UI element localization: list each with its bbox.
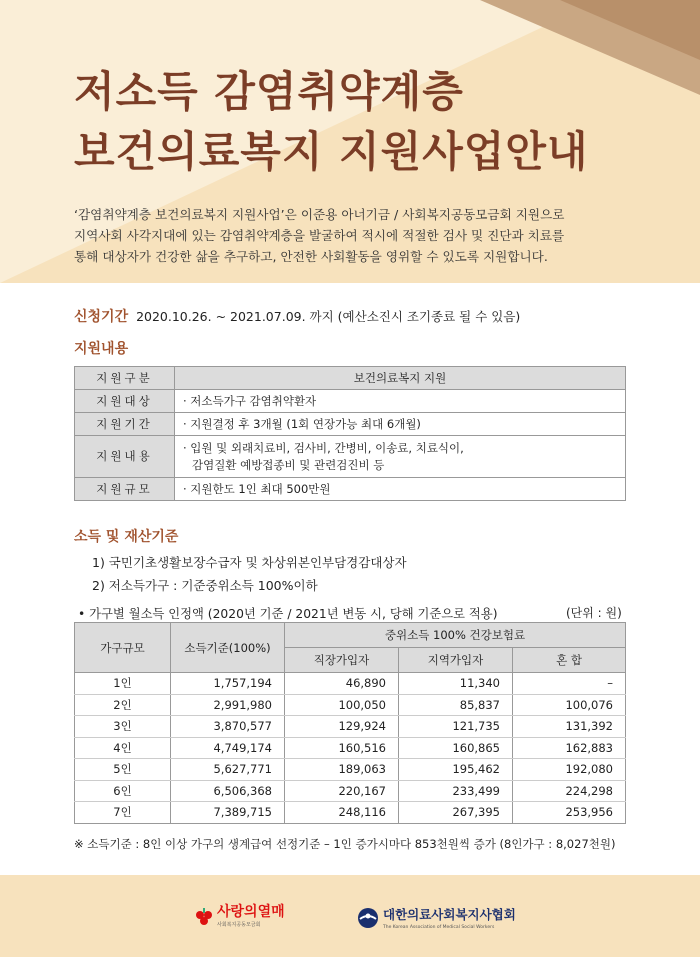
table-header-row	[75, 367, 626, 390]
table-cell: 1인	[75, 673, 171, 695]
row-value: · 지원한도 1인 최대 500만원	[175, 478, 626, 501]
table-row	[75, 436, 626, 478]
intro-text: ‘감염취약계층 보건의료복지 지원사업’은 이준용 아너기금 / 사회복지공동모금회 지원으로 지역사회 사각지대에 있는 감염취약계층을 발굴하여 적시에 적절한 검사 및 진단과 치료를 통해 대상자가 건강한 삶을 추구하고, 안전한 사회활동을 영위할 수 있도록 지원합니다.	[74, 207, 565, 264]
table-cell: 253,956	[513, 802, 626, 824]
table-cell: 6,506,368	[171, 780, 285, 802]
love-fruit-logo: 사랑의열매 사회복지공동모금회	[194, 905, 285, 928]
table-row	[75, 478, 626, 501]
row-key: 지원규모	[75, 478, 175, 501]
table-cell: 248,116	[285, 802, 399, 824]
table-cell: 4인	[75, 737, 171, 759]
header-value: 보건의료복지 지원	[175, 367, 626, 390]
column-header: 혼 합	[513, 648, 626, 673]
unit-label: (단위 : 원)	[566, 606, 622, 620]
table-cell: 131,392	[513, 716, 626, 738]
table-cell: 11,340	[399, 673, 513, 695]
table-cell: 189,063	[285, 759, 399, 781]
row-key: 지원내용	[75, 436, 175, 478]
table-cell: –	[513, 673, 626, 695]
column-header: 지역가입자	[399, 648, 513, 673]
table-cell: 5,627,771	[171, 759, 285, 781]
table-row	[75, 737, 626, 759]
table-cell: 1,757,194	[171, 673, 285, 695]
footer	[0, 875, 700, 957]
globe-icon	[357, 907, 379, 929]
table-cell: 129,924	[285, 716, 399, 738]
column-header: 소득기준(100%)	[171, 623, 285, 673]
table-row	[75, 802, 626, 824]
association-logo: 대한의료사회복지사협회 The Korean Association of Medical Social Workers	[357, 905, 516, 930]
table-cell: 233,499	[399, 780, 513, 802]
table-cell: 46,890	[285, 673, 399, 695]
column-header: 직장가입자	[285, 648, 399, 673]
income-heading: 소득 및 재산기준	[74, 529, 179, 545]
fruit-icon	[194, 907, 214, 927]
table-cell: 121,735	[399, 716, 513, 738]
row-value: · 저소득가구 감염취약환자	[175, 390, 626, 413]
header-key: 지원구분	[75, 367, 175, 390]
row-value: · 지원결정 후 3개월 (1회 연장가능 최대 6개월)	[175, 413, 626, 436]
table-cell: 5인	[75, 759, 171, 781]
table-cell: 2,991,980	[171, 694, 285, 716]
table-cell: 267,395	[399, 802, 513, 824]
income-table	[74, 622, 626, 824]
table-cell: 2인	[75, 694, 171, 716]
criteria-item-1: 1) 국민기초생활보장수급자 및 차상위본인부담경감대상자	[92, 555, 407, 570]
table-cell: 100,050	[285, 694, 399, 716]
table-cell: 160,516	[285, 737, 399, 759]
table-cell: 4,749,174	[171, 737, 285, 759]
table-header-row	[75, 623, 626, 648]
table-row	[75, 413, 626, 436]
table-cell: 3인	[75, 716, 171, 738]
table-row	[75, 390, 626, 413]
application-period-text: 2020.10.26. ~ 2021.07.09. 까지 (예산소진시 조기종료 될 수 있음)	[136, 309, 521, 324]
income-bullet: • 가구별 월소득 인정액 (2020년 기준 / 2021년 변동 시, 당해 기준으로 적용)	[78, 607, 498, 621]
criteria-item-2: 2) 저소득가구 : 기준중위소득 100%이하	[92, 578, 318, 593]
table-row	[75, 673, 626, 695]
table-cell: 195,462	[399, 759, 513, 781]
table-cell: 7인	[75, 802, 171, 824]
table-cell: 220,167	[285, 780, 399, 802]
row-key: 지원기간	[75, 413, 175, 436]
table-row	[75, 716, 626, 738]
table-cell: 160,865	[399, 737, 513, 759]
support-heading: 지원내용	[74, 341, 129, 357]
footnote: ※ 소득기준 : 8인 이상 가구의 생계급여 선정기준 – 1인 증가시마다 853천원씩 증가 (8인가구 : 8,027천원)	[74, 837, 616, 851]
table-row	[75, 780, 626, 802]
table-cell: 162,883	[513, 737, 626, 759]
table-cell: 7,389,715	[171, 802, 285, 824]
column-header: 중위소득 100% 건강보험료	[285, 623, 626, 648]
table-cell: 85,837	[399, 694, 513, 716]
application-period	[74, 306, 520, 326]
table-cell: 192,080	[513, 759, 626, 781]
table-row	[75, 759, 626, 781]
application-label: 신청기간	[74, 309, 129, 325]
row-value: · 입원 및 외래치료비, 검사비, 간병비, 이송료, 치료식이, 감염질환 예방접종비 및 관련검진비 등	[175, 436, 626, 478]
table-row	[75, 694, 626, 716]
table-cell: 6인	[75, 780, 171, 802]
hero-banner	[0, 0, 700, 283]
support-table	[74, 366, 626, 501]
table-cell: 100,076	[513, 694, 626, 716]
table-cell: 3,870,577	[171, 716, 285, 738]
column-header: 가구규모	[75, 623, 171, 673]
row-key: 지원대상	[75, 390, 175, 413]
page-title: 저소득 감염취약계층 보건의료복지 지원사업안내	[74, 67, 589, 176]
table-cell: 224,298	[513, 780, 626, 802]
